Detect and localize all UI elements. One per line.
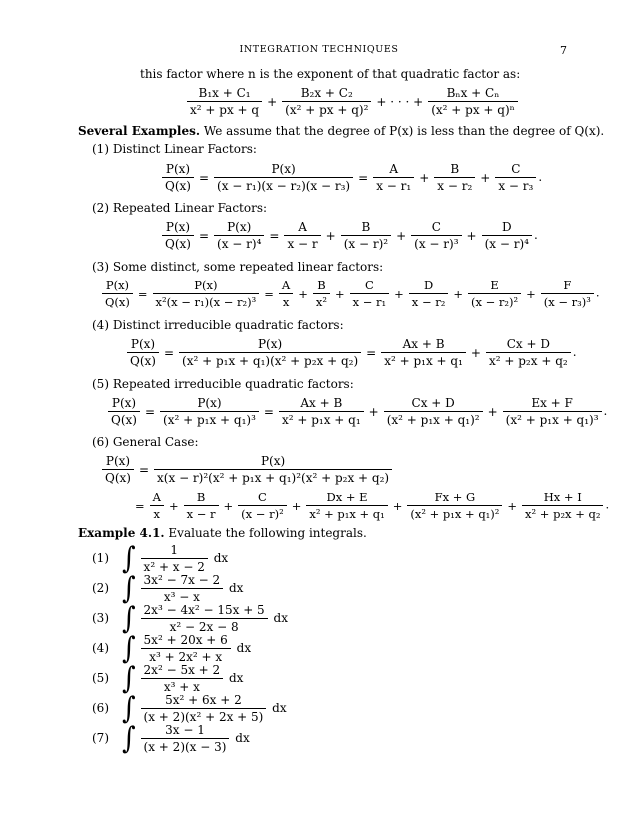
- several-examples-text: We assume that the degree of P(x) is less than the degree of Q(x).: [203, 124, 605, 138]
- example-heading: Example 4.1.: [78, 526, 165, 540]
- example-text: Evaluate the following integrals.: [168, 526, 367, 540]
- case-3-formula: $\frac{P(x)}{Q(x)}$ = $\frac{P(x)}{\text{x²(x − r₁)(x − r₂)³}}$ = $\frac{A}{x}$ + $\frac{B}{\text{x²}}$ + $\frac{C}{\text{x − r₁}}$ + $\frac{D}{\text{x − r₂}}$ + $\frac{E}{\text{(x − r₂)²}}$ + $\frac{F}{\text{(x − r₃)³}}$ .: [100, 278, 600, 309]
- integral-sign: ∫: [122, 691, 136, 726]
- integral-item: (2) ∫ $\frac{\text{3x² − 7x − 2}}{\text{x³ − x}}$ dx: [92, 571, 244, 606]
- intro-formula: $\frac{\text{B₁x + C₁}}{\text{x² + px + q}}$ + $\frac{\text{B₂x + C₂}}{\text{(x² + px + q)²}}$ + · · · + Bₙx + Cₙ (x² + px + q)ⁿ: [185, 86, 520, 117]
- case-1-label: (1) Distinct Linear Factors:: [92, 142, 257, 156]
- integral-sign: ∫: [122, 571, 136, 606]
- integral-sign: ∫: [122, 631, 136, 666]
- integral-item: (4) ∫ $\frac{\text{5x² + 20x + 6}}{\text{x³ + 2x² + x}}$ dx: [92, 631, 252, 666]
- integral-item: (7) ∫ $\frac{3x - 1}{(x + 2)(x - 3)}$ dx: [92, 721, 250, 756]
- intro-text: this factor where n is the exponent of that quadratic factor as:: [140, 67, 521, 81]
- case-6-formula-line-1: $\frac{P(x)}{Q(x)}$ = $\frac{P(x)}{\text{x(x − r)²(x² + p₁x + q₁)²(x² + p₂x + q₂)}}$: [100, 454, 394, 485]
- page-number: 7: [560, 44, 567, 57]
- case-6-formula-line-2: = $\frac{A}{x}$ + $\frac{B}{x - r}$ + $\frac{C}{\text{(x − r)²}}$ + $\frac{Dx + E}{\text{x² + p₁x + q₁}}$ + $\frac{Fx + G}{\text{(x² + p₁x + q₁)²}}$ + $\frac{Hx + I}{\text{x² + p₂x + q₂}}$ .: [135, 490, 610, 521]
- integral-sign: ∫: [122, 661, 136, 696]
- case-6-label: (6) General Case:: [92, 435, 199, 449]
- case-2-formula: $\frac{P(x)}{Q(x)}$ = $\frac{P(x)}{\text{(x − r)⁴}}$ = $\frac{A}{x - r}$ + $\frac{B}{\text{(x − r)²}}$ + $\frac{C}{\text{(x − r)³}}$ + $\frac{D}{\text{(x − r)⁴}}$ .: [160, 220, 538, 251]
- fraction: $\frac{\text{B₂x + C₂}}{\text{(x² + px + q)²}}$: [282, 86, 371, 117]
- fraction: Bₙx + Cₙ (x² + px + q)ⁿ: [428, 86, 518, 117]
- case-2-label: (2) Repeated Linear Factors:: [92, 201, 268, 215]
- integral-item: (3) ∫ $\frac{\text{2x³ − 4x² − 15x + 5}}{\text{x² − 2x − 8}}$ dx: [92, 601, 288, 636]
- case-5-label: (5) Repeated irreducible quadratic factors:: [92, 377, 354, 391]
- fraction: $\frac{\text{B₁x + C₁}}{\text{x² + px + q}}$: [187, 86, 262, 117]
- case-4-formula: $\frac{P(x)}{Q(x)}$ = $\frac{P(x)}{\text{(x² + p₁x + q₁)(x² + p₂x + q₂)}}$ = $\frac{Ax + B}{\text{x² + p₁x + q₁}}$ + $\frac{Cx + D}{\text{x² + p₂x + q₂}}$ .: [125, 337, 577, 368]
- case-5-formula: $\frac{P(x)}{Q(x)}$ = $\frac{P(x)}{\text{(x² + p₁x + q₁)³}}$ = $\frac{Ax + B}{\text{x² + p₁x + q₁}}$ + $\frac{Cx + D}{\text{(x² + p₁x + q₁)²}}$ + $\frac{Ex + F}{\text{(x² + p₁x + q₁)³}}$ .: [106, 396, 607, 427]
- integral-item: (1) ∫ $\frac{1}{\text{x² + x − 2}}$ dx: [92, 541, 229, 576]
- several-examples-paragraph: [78, 124, 604, 138]
- case-4-label: (4) Distinct irreducible quadratic factors:: [92, 318, 344, 332]
- integral-item: (6) ∫ $\frac{\text{5x² + 6x + 2}}{\text{(x + 2)(x² + 2x + 5)}}$ dx: [92, 691, 287, 726]
- integral-sign: ∫: [122, 541, 136, 576]
- integral-sign: ∫: [122, 721, 136, 756]
- section-heading: Several Examples.: [78, 124, 201, 138]
- case-3-label: (3) Some distinct, some repeated linear factors:: [92, 260, 384, 274]
- integral-sign: ∫: [122, 601, 136, 636]
- case-1-formula: $\frac{P(x)}{Q(x)}$ = $\frac{P(x)}{\text{(x − r₁)(x − r₂)(x − r₃)}}$ = $\frac{A}{\text{x − r₁}}$ + $\frac{B}{\text{x − r₂}}$ + $\frac{C}{\text{x − r₃}}$ .: [160, 162, 542, 193]
- integral-item: (5) ∫ $\frac{\text{2x² − 5x + 2}}{\text{x³ + x}}$ dx: [92, 661, 244, 696]
- example-paragraph: [78, 526, 367, 540]
- header-title: INTEGRATION TECHNIQUES: [239, 44, 399, 55]
